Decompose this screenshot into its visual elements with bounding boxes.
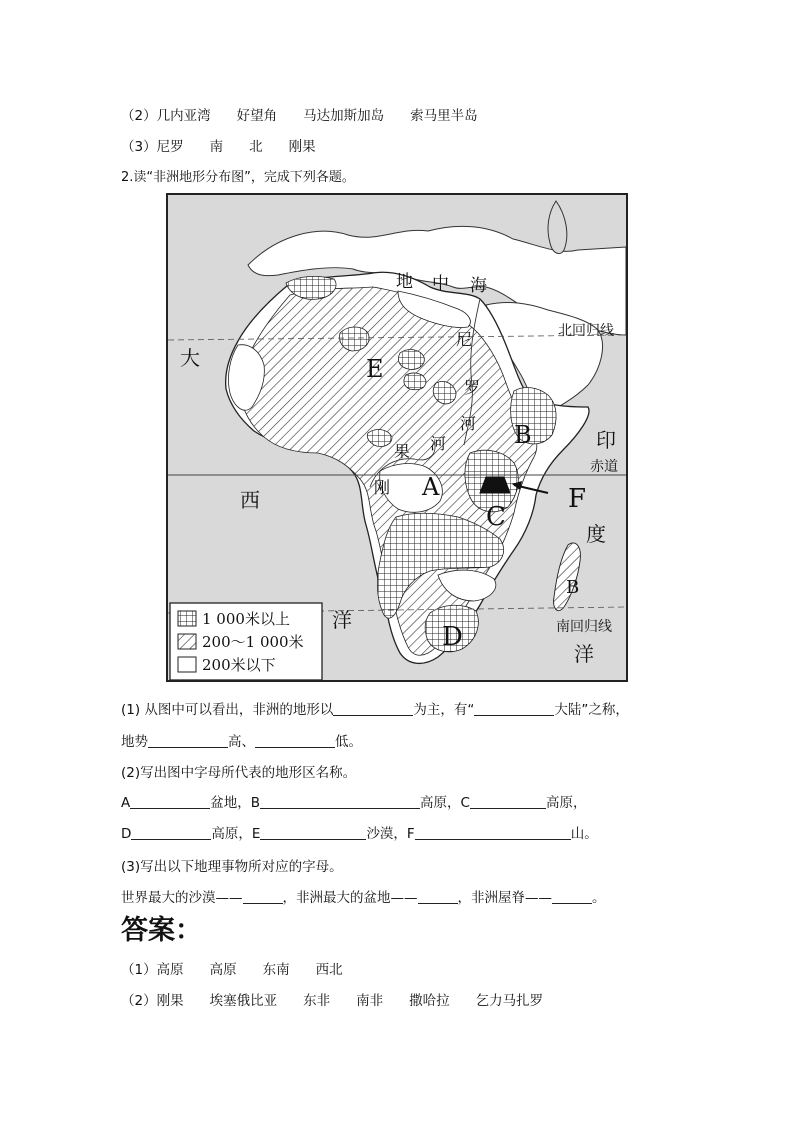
atlantic-label-1: 大 — [180, 346, 200, 370]
item: 高原 — [209, 962, 237, 978]
answer-blank[interactable] — [255, 733, 335, 748]
nile-label-1: 尼 — [456, 330, 473, 349]
answer-line2 — [121, 989, 543, 1009]
question1-line3 — [121, 135, 316, 155]
map-legend — [170, 603, 322, 680]
indian-label-3: 洋 — [574, 642, 594, 666]
letter-b-madagascar: B — [566, 577, 580, 598]
congo-label-2: 河 — [430, 434, 447, 453]
sub-question-1-line1 — [121, 698, 629, 718]
sub-question-3-line — [121, 886, 606, 906]
legend-label-low: 200米以下 — [202, 656, 276, 674]
letter-d: D — [442, 622, 463, 652]
indian-label-1: 印 — [596, 428, 616, 452]
legend-swatch-high — [178, 611, 196, 626]
question1-line2 — [121, 104, 478, 124]
item: 西北 — [315, 962, 343, 978]
sub-question-2-row2 — [121, 822, 598, 842]
item: 北 — [249, 139, 263, 155]
answer-blank-d[interactable] — [131, 825, 211, 840]
sea-label-2: 中 — [432, 274, 449, 294]
answer-blank-f[interactable] — [415, 825, 571, 840]
tropic-of-cancer-label: 北回归线 — [558, 323, 614, 339]
line-prefix: （1） — [121, 962, 157, 978]
answer-heading: 答案： — [121, 915, 202, 946]
air-highland — [404, 373, 426, 390]
sea-label-1: 地 — [396, 272, 413, 292]
item: 南 — [209, 139, 224, 155]
letter-e: E — [366, 355, 384, 383]
legend-label-mid: 200～1 000米 — [202, 633, 304, 651]
answer-blank[interactable] — [474, 701, 554, 716]
item: 索马里半岛 — [410, 108, 478, 124]
text: A — [121, 795, 131, 811]
ahaggar-highland — [340, 327, 370, 351]
text: (1) 从图中可以看出，非洲的地形以 — [121, 702, 334, 718]
answer-blank[interactable] — [333, 701, 413, 716]
answer-blank[interactable] — [243, 889, 283, 904]
sub-question-3-title: (3)写出以下地理事物所对应的字母。 — [121, 859, 343, 875]
line-prefix: （2） — [121, 993, 157, 1009]
letter-b: B — [514, 421, 532, 449]
item: 南非 — [356, 993, 384, 1009]
item: 乞力马扎罗 — [475, 993, 544, 1009]
legend-swatch-low — [178, 657, 196, 672]
legend-label-high: 1 000米以上 — [202, 610, 290, 628]
congo-label-1: 果 — [394, 442, 411, 461]
answer-line1 — [121, 958, 343, 978]
item: 尼罗 — [156, 139, 184, 155]
sub-question-2-row1 — [121, 791, 586, 811]
line-prefix: （2） — [121, 108, 157, 124]
answer-blank-b[interactable] — [260, 794, 420, 809]
nile-label-2: 罗 — [464, 378, 481, 397]
text: 地势 — [121, 734, 148, 750]
congo-label-3: 刚 — [374, 478, 391, 497]
answer-blank[interactable] — [552, 889, 592, 904]
text: D — [121, 826, 132, 842]
text: 沙漠，F — [366, 826, 415, 842]
item: 刚果 — [288, 139, 316, 155]
item: 几内亚湾 — [156, 108, 211, 124]
sub-question-2-title: (2)写出图中字母所代表的地形区名称。 — [121, 765, 357, 781]
item: 好望角 — [236, 108, 278, 124]
sub-question-1-line2 — [121, 730, 362, 750]
item: 马达加斯加岛 — [303, 108, 385, 124]
indian-label-2: 度 — [586, 522, 606, 546]
item: 东非 — [303, 993, 331, 1009]
item: 埃塞俄比亚 — [209, 993, 278, 1009]
text: 高、 — [228, 734, 255, 750]
tropic-of-capricorn-label: 南回归线 — [556, 619, 612, 635]
text: 山。 — [570, 826, 598, 842]
text: 盆地，B — [210, 795, 261, 811]
letter-a: A — [422, 473, 440, 501]
text: 世界最大的沙漠—— — [121, 890, 243, 906]
answer-blank-e[interactable] — [260, 825, 366, 840]
tibesti-highland — [398, 350, 424, 370]
text: ，非洲最大的盆地—— — [282, 890, 418, 906]
item: 撒哈拉 — [409, 993, 450, 1009]
answer-blank-a[interactable] — [130, 794, 210, 809]
atlantic-label-3: 洋 — [332, 608, 352, 632]
text: 为主，有“ — [413, 702, 475, 718]
item: 刚果 — [156, 993, 184, 1009]
answer-blank-c[interactable] — [470, 794, 546, 809]
answer-blank[interactable] — [148, 733, 228, 748]
text: 高原，E — [211, 826, 261, 842]
text: 低。 — [335, 734, 362, 750]
text: 。 — [592, 890, 606, 906]
letter-c: C — [486, 502, 506, 532]
letter-f: F — [568, 484, 587, 514]
sea-label-3: 海 — [470, 276, 487, 296]
item: 高原 — [156, 962, 184, 978]
equator-label: 赤道 — [590, 459, 618, 475]
text: ，非洲屋脊—— — [457, 890, 552, 906]
question2-title: 2.读“非洲地形分布图”，完成下列各题。 — [121, 170, 355, 185]
nile-label-3: 河 — [460, 414, 477, 433]
legend-swatch-mid — [178, 634, 196, 649]
atlantic-label-2: 西 — [240, 488, 260, 512]
line-prefix: （3） — [121, 139, 157, 155]
text: 高原， — [545, 795, 587, 811]
text: 高原，C — [420, 795, 470, 811]
item: 东南 — [262, 962, 290, 978]
text: 大陆”之称， — [554, 702, 629, 718]
africa-terrain-map — [166, 193, 628, 682]
answer-blank[interactable] — [418, 889, 458, 904]
